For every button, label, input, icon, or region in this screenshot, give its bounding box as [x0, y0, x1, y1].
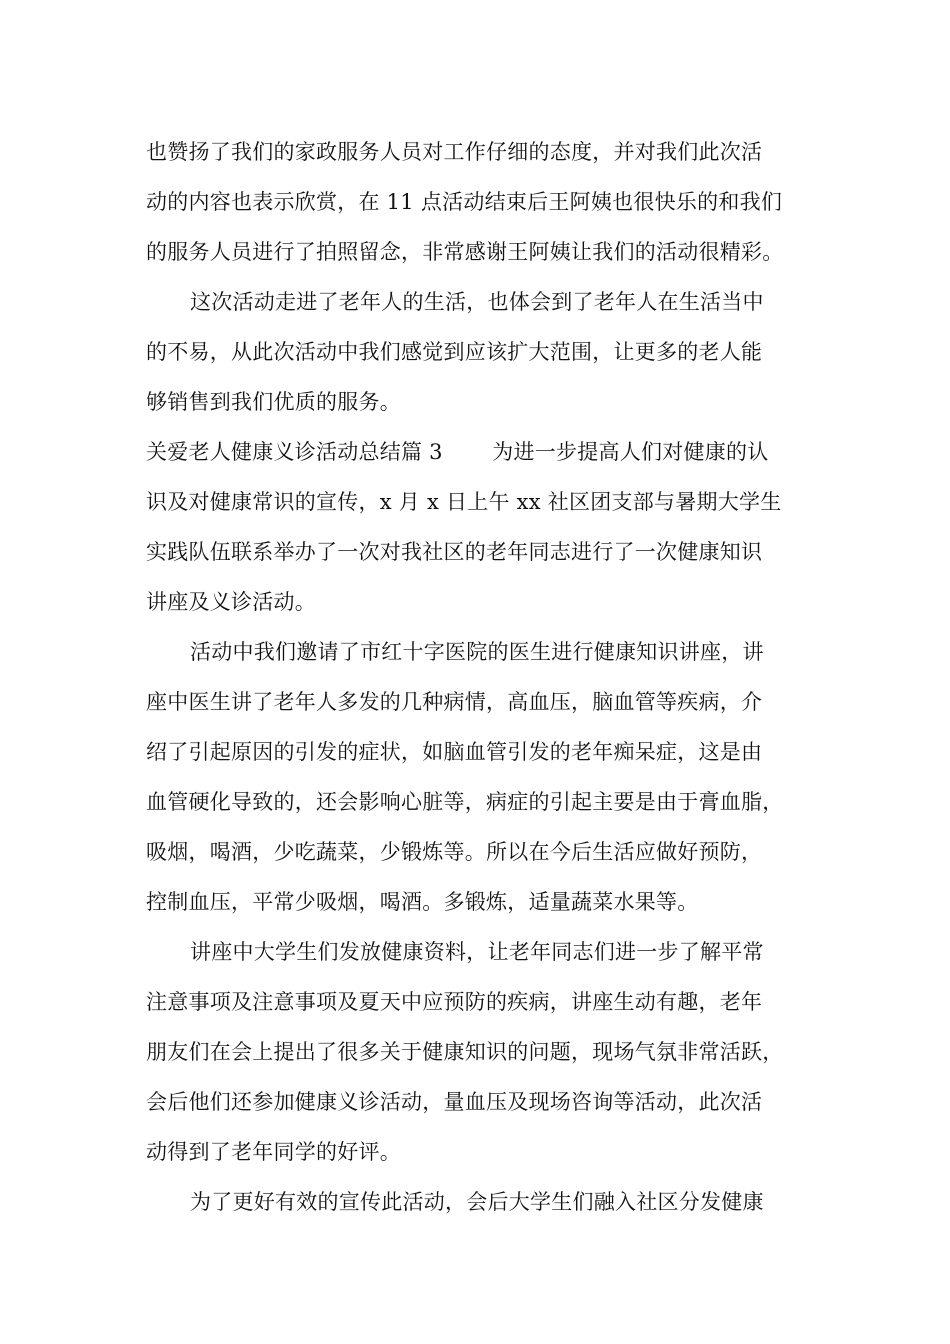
- text-line: 会后他们还参加健康义诊活动，量血压及现场咨询等活动，此次活: [146, 1090, 763, 1114]
- text-line: 注意事项及注意事项及夏天中应预防的疾病，讲座生动有趣，老年: [146, 990, 763, 1014]
- text-line: 控制血压，平常少吸烟，喝酒。多锻炼，适量蔬菜水果等。: [146, 890, 699, 914]
- paragraph-start-line: 讲座中大学生们发放健康资料，让老年同志们进一步了解平常: [190, 940, 764, 964]
- section-heading-line: 关爱老人健康义诊活动总结篇 3 为进一步提高人们对健康的认: [146, 440, 769, 464]
- text-line: 也赞扬了我们的家政服务人员对工作仔细的态度，并对我们此次活: [146, 140, 763, 164]
- text-line: 的不易，从此次活动中我们感觉到应该扩大范围，让更多的老人能: [146, 340, 763, 364]
- text-line: 实践队伍联系举办了一次对我社区的老年同志进行了一次健康知识: [146, 540, 763, 564]
- text-line: 动的内容也表示欣赏，在 11 点活动结束后王阿姨也很快乐的和我们: [146, 190, 783, 214]
- text-line: 的服务人员进行了拍照留念，非常感谢王阿姨让我们的活动很精彩。: [146, 240, 784, 264]
- text-line: 血管硬化导致的，还会影响心脏等，病症的引起主要是由于膏血脂，: [146, 790, 784, 814]
- paragraph-start-line: 这次活动走进了老年人的生活，也体会到了老年人在生活当中: [190, 290, 764, 314]
- text-line: 吸烟，喝酒，少吃蔬菜，少锻炼等。所以在今后生活应做好预防，: [146, 840, 763, 864]
- text-line: 动得到了老年同学的好评。: [146, 1140, 401, 1164]
- text-line: 讲座及义诊活动。: [146, 590, 316, 614]
- text-line: 朋友们在会上提出了很多关于健康知识的问题，现场气氛非常活跃，: [146, 1040, 784, 1064]
- paragraph-start-line: 为了更好有效的宣传此活动，会后大学生们融入社区分发健康: [190, 1190, 764, 1214]
- text-line: 绍了引起原因的引发的症状，如脑血管引发的老年痴呆症，这是由: [146, 740, 763, 764]
- text-line: 座中医生讲了老年人多发的几种病情，高血压，脑血管等疾病，介: [146, 690, 763, 714]
- text-line: 识及对健康常识的宣传，x 月 x 日上午 xx 社区团支部与暑期大学生: [146, 490, 782, 514]
- text-line: 够销售到我们优质的服务。: [146, 390, 401, 414]
- paragraph-start-line: 活动中我们邀请了市红十字医院的医生进行健康知识讲座，讲: [190, 640, 764, 664]
